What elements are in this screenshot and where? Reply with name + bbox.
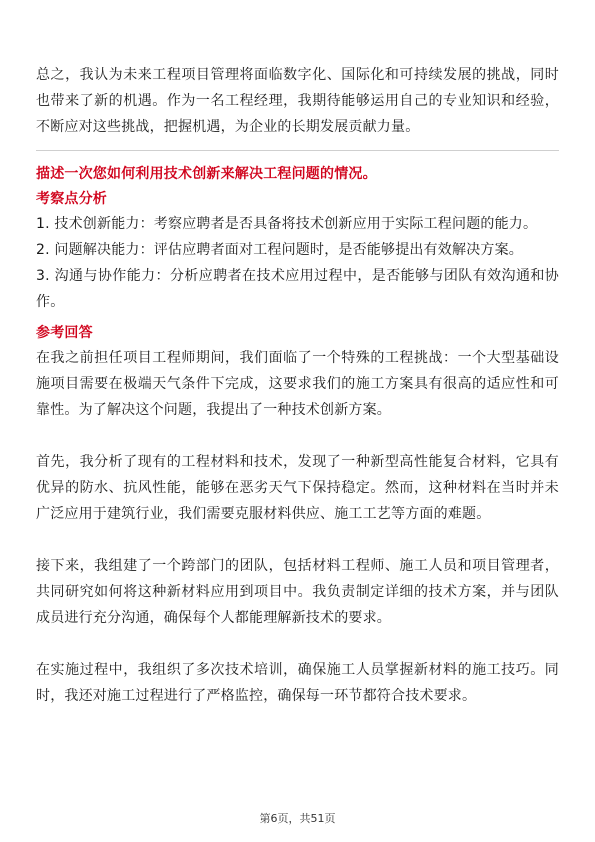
answer-paragraph-3: 接下来，我组建了一个跨部门的团队，包括材料工程师、施工人员和项目管理者，共同研究如何将这种新材料应用到项目中。我负责制定详细的技术方案，并与团队成员进行充分沟通，确保每个人都能理解新技术的要求。	[36, 558, 559, 626]
answer-paragraph-2: 首先，我分析了现有的工程材料和技术，发现了一种新型高性能复合材料，它具有优异的防水、抗风性能，能够在恶劣天气下保持稳定。然而，这种材料在当时并未广泛应用于建筑行业，我们需要克服材料供应、施工工艺等方面的难题。	[36, 454, 559, 522]
intro-paragraph: 总之，我认为未来工程项目管理将面临数字化、国际化和可持续发展的挑战，同时也带来了新的机遇。作为一名工程经理，我期待能够运用自己的专业知识和经验，不断应对这些挑战，把握机遇，为企业的长期发展贡献力量。	[36, 67, 559, 135]
answer-paragraph-1: 在我之前担任项目工程师期间，我们面临了一个特殊的工程挑战：一个大型基础设施项目需要在极端天气条件下完成，这要求我们的施工方案具有很高的适应性和可靠性。为了解决这个问题，我提出了一种技术创新方案。	[36, 350, 559, 418]
paragraph-spacer	[36, 527, 559, 553]
section-divider	[36, 150, 559, 151]
page-content	[36, 62, 559, 709]
page-number-footer: 第6页，共51页	[259, 812, 336, 825]
question-title: 描述一次您如何利用技术创新来解决工程问题的情况。	[36, 166, 377, 182]
paragraph-spacer	[36, 631, 559, 657]
analysis-item-2: 2. 问题解决能力：评估应聘者面对工程问题时，是否能够提出有效解决方案。	[36, 242, 524, 258]
answer-paragraph-4: 在实施过程中，我组织了多次技术培训，确保施工人员掌握新材料的施工技巧。同时，我还对施工过程进行了严格监控，确保每一环节都符合技术要求。	[36, 662, 559, 704]
analysis-heading: 考察点分析	[36, 191, 107, 207]
analysis-item-1: 1. 技术创新能力：考察应聘者是否具备将技术创新应用于实际工程问题的能力。	[36, 216, 538, 232]
answer-heading: 参考回答	[36, 325, 93, 341]
paragraph-spacer	[36, 423, 559, 449]
analysis-item-3: 3. 沟通与协作能力：分析应聘者在技术应用过程中，是否能够与团队有效沟通和协作。	[36, 268, 559, 310]
